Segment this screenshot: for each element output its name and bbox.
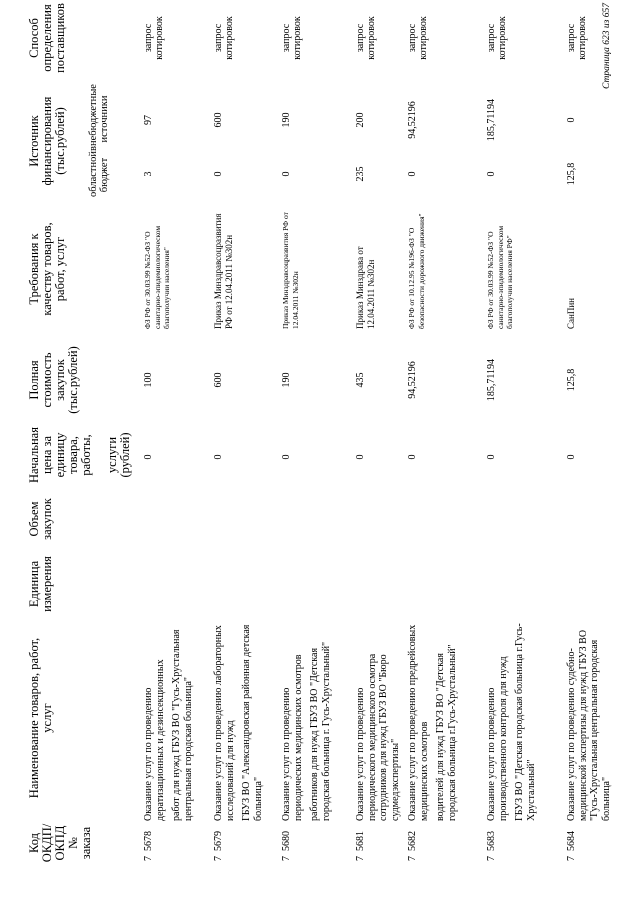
row-code: 7 5681	[355, 831, 366, 861]
row-requirements: ФЗ РФ от 10.12.95 №196-ФЗ "О безопасности дорожного движения"	[407, 213, 426, 329]
row-requirements: СанПин	[566, 298, 576, 329]
row-extra-budget: 185,71194	[486, 98, 497, 142]
header-total: Полная стоимость закупок (тыс.рублей)	[27, 346, 80, 414]
row-method: запрос котировок	[407, 16, 429, 60]
row-total: 435	[355, 372, 366, 388]
row-name: Оказание услуг по проведению периодических медицинских осмотров работников для нужд ГБУЗ ВО "Детская городская больница г. Гусь-Хрустальный"	[281, 641, 332, 821]
header-volume: Объем закупок	[27, 498, 54, 540]
row-method: запрос котировок	[281, 16, 303, 60]
row-unit-price: 0	[281, 454, 292, 460]
row-code: 7 5680	[281, 831, 292, 861]
header-source-extra: внебюджетные источники	[88, 84, 110, 151]
row-extra-budget: 0	[566, 117, 577, 123]
row-requirements: Приказ Минздравсоцразвития РФ от 12.04.2011 №302н	[213, 213, 234, 329]
row-requirements: ФЗ РФ от 30.03.99 №52-ФЗ "О санитарно-эпидемиологическом благополучии населения РФ"	[486, 225, 514, 329]
row-name: Оказание услуг по проведению дератизационных и дезинсекционных работ для нужд ГБУЗ ВО "Гусь-Хрустальная центральная городская больница"	[143, 629, 194, 821]
row-extra-budget: 200	[355, 112, 366, 128]
row-unit-price: 0	[407, 454, 418, 460]
row-method: запрос котировок	[213, 16, 235, 60]
row-regional-budget: 0	[281, 171, 292, 177]
header-source-regional: областной бюджет	[88, 151, 110, 197]
row-code: 7 5682	[407, 831, 418, 861]
row-name: Оказание услуг по проведению лабораторных исследований для нужд ГБУЗ ВО "Александровская районная детская больница"	[213, 624, 264, 821]
row-unit-price: 0	[143, 454, 154, 460]
row-total: 185,71194	[486, 358, 497, 402]
row-name: Оказание услуг по проведению судебно-медицинской экспертизы для нужд ГБУЗ ВО "Гусь-Хрустальная центральная городская больница"	[566, 629, 612, 821]
row-total: 600	[213, 372, 224, 388]
row-regional-budget: 0	[213, 171, 224, 177]
page-number: Страница 623 из 657	[602, 3, 612, 89]
header-code: Код ОКДП/ ОКПД № заказа	[27, 823, 93, 863]
row-method: запрос котировок	[355, 16, 377, 60]
header-name: Наименование товаров, работ, услуг	[27, 637, 54, 799]
row-code: 7 5684	[566, 831, 577, 861]
row-total: 190	[281, 372, 292, 388]
header-source: Источник финансирования (тыс.рублей)	[27, 96, 67, 186]
row-method: запрос котировок	[143, 16, 165, 60]
row-extra-budget: 97	[143, 115, 154, 125]
row-name: Оказание услуг по проведению производственного контроля для нужд ГБУЗ ВО "Детская городская больница г.Гусь-Хрустальный"	[486, 623, 537, 821]
row-unit-price: 0	[355, 454, 366, 460]
row-total: 125,8	[566, 368, 577, 392]
row-unit-price: 0	[566, 454, 577, 460]
row-code: 7 5683	[486, 831, 497, 861]
row-requirements: ФЗ РФ от 30.03.99 №52-ФЗ "О санитарно-эпидемиологическом благополучии населения"	[143, 225, 171, 329]
header-unit: Единица измерения	[27, 556, 54, 612]
row-method: запрос котировок	[566, 16, 588, 60]
header-method: Способ определения поставщиков	[27, 3, 67, 73]
header-unit-price-sub: услуги (рублей)	[105, 432, 132, 478]
row-name: Оказание услуг по проведению периодического медицинского осмотра сотрудников для нужд ГБУЗ ВО "Бюро судмедэкспертизы"	[355, 653, 401, 821]
row-unit-price: 0	[213, 454, 224, 460]
header-unit-price	[28, 423, 132, 487]
row-regional-budget: 0	[486, 171, 497, 177]
header-requirements: Требования к качеству товаров, работ, услуг	[27, 222, 67, 316]
header-unit-price-main: Начальная цена за единицу товара, работы,	[27, 427, 93, 483]
row-code: 7 5678	[143, 831, 154, 861]
row-extra-budget: 190	[281, 112, 292, 128]
row-requirements: Приказ Минздрава от 12.04.2011 №302н	[355, 246, 376, 329]
row-name: Оказание услуг по проведению предрейсовых медицинских осмотров водителей для нужд ГБУЗ ВО "Детская городская больница г.Гусь-Хрустальный"	[407, 624, 458, 821]
row-regional-budget: 3	[143, 171, 154, 177]
row-extra-budget: 94,52196	[407, 101, 418, 139]
row-unit-price: 0	[486, 454, 497, 460]
row-extra-budget: 600	[213, 112, 224, 128]
row-regional-budget: 235	[355, 166, 366, 182]
row-code: 7 5679	[213, 831, 224, 861]
row-requirements: Приказ Минздравсоцразвития РФ от 12.04.2011 №302н	[281, 212, 300, 329]
row-total: 100	[143, 372, 154, 388]
row-total: 94,52196	[407, 361, 418, 399]
row-method: запрос котировок	[486, 16, 508, 60]
row-regional-budget: 125,8	[566, 162, 577, 186]
row-regional-budget: 0	[407, 171, 418, 177]
